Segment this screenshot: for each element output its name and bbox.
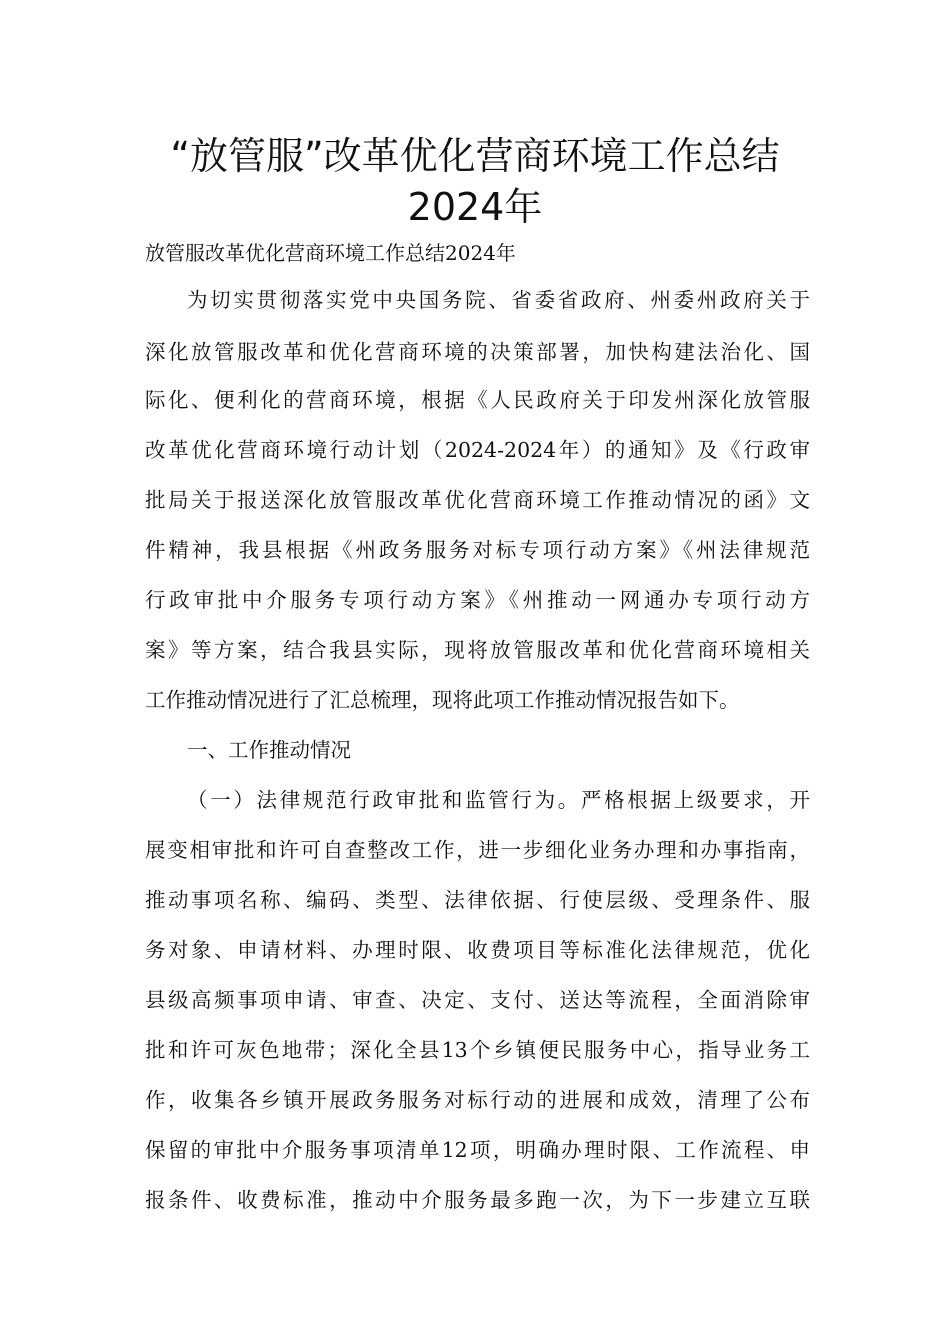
paragraph-line: 深化放管服改革和优化营商环境的决策部署，加快构建法治化、国 (145, 340, 810, 364)
paragraph-line: 批和许可灰色地带；深化全县13个乡镇便民服务中心，指导业务工 (145, 1038, 810, 1062)
paragraph-line: 报条件、收费标准，推动中介服务最多跑一次，为下一步建立互联 (145, 1188, 810, 1212)
paragraph-line: 工作推动情况进行了汇总梳理，现将此项工作推动情况报告如下。 (145, 688, 740, 712)
paragraph-line: 为切实贯彻落实党中央国务院、省委省政府、州委州政府关于 (187, 288, 810, 312)
paragraph-line: 行政审批中介服务专项行动方案》《州推动一网通办专项行动方 (145, 588, 810, 612)
document-subtitle: 放管服改革优化营商环境工作总结2024年 (145, 241, 516, 265)
paragraph-line: 改革优化营商环境行动计划（2024-2024年）的通知》及《行政审 (145, 438, 810, 462)
paragraph-line: 县级高频事项申请、审查、决定、支付、送达等流程，全面消除审 (145, 988, 810, 1012)
paragraph-line: 推动事项名称、编码、类型、法律依据、行使层级、受理条件、服 (145, 888, 810, 912)
paragraph-line: 保留的审批中介服务事项清单12项，明确办理时限、工作流程、申 (145, 1138, 810, 1162)
paragraph-line: 批局关于报送深化放管服改革优化营商环境工作推动情况的函》文 (145, 488, 810, 512)
section-heading: 一、工作推动情况 (187, 738, 351, 762)
paragraph-line: 件精神，我县根据《州政务服务对标专项行动方案》《州法律规范 (145, 538, 810, 562)
document-title-line-2: 2024年 (407, 185, 543, 229)
paragraph-line: （一）法律规范行政审批和监管行为。严格根据上级要求，开 (187, 788, 810, 812)
paragraph-line: 案》等方案，结合我县实际，现将放管服改革和优化营商环境相关 (145, 638, 810, 662)
paragraph-line: 务对象、申请材料、办理时限、收费项目等标准化法律规范，优化 (145, 938, 810, 962)
paragraph-line: 际化、便利化的营商环境，根据《人民政府关于印发州深化放管服 (145, 388, 810, 412)
paragraph-line: 作，收集各乡镇开展政务服务对标行动的进展和成效，清理了公布 (145, 1088, 810, 1112)
document-title-line-1: “放管服”改革优化营商环境工作总结 (170, 134, 780, 178)
paragraph-line: 展变相审批和许可自查整改工作，进一步细化业务办理和办事指南， (145, 838, 810, 862)
